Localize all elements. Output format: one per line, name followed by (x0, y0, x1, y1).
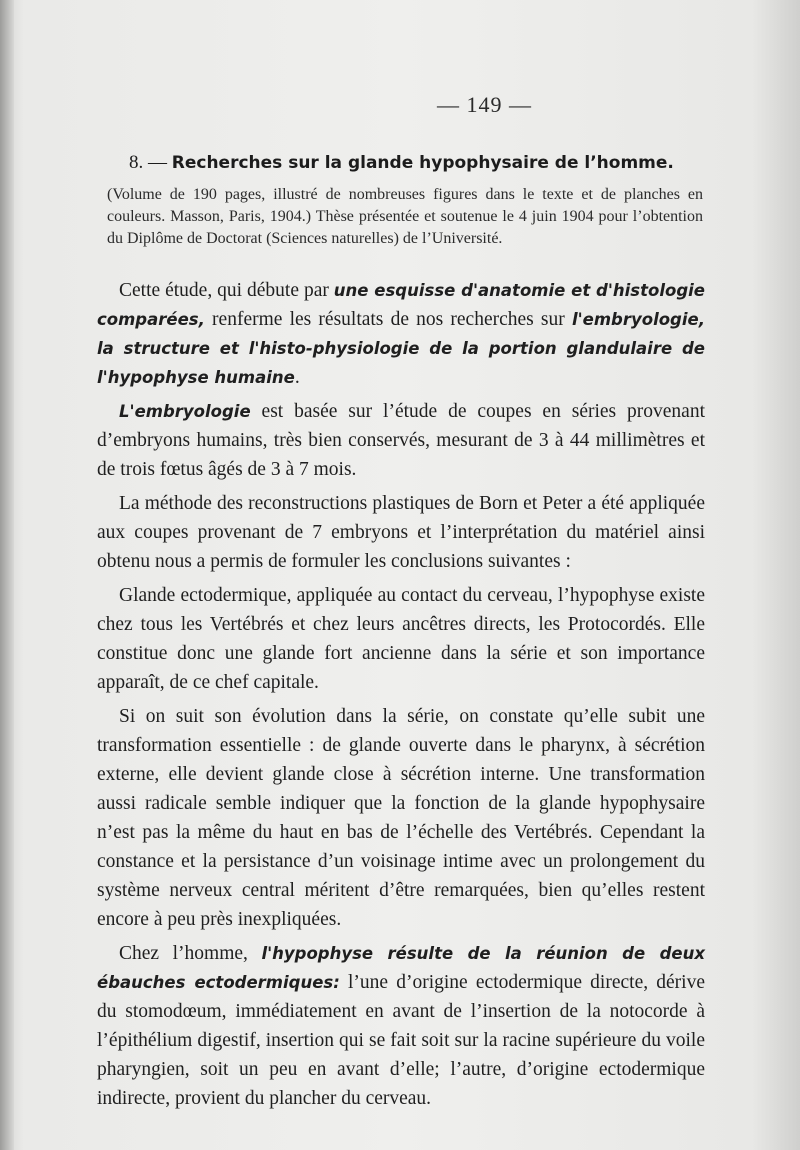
p1-emphasis-a: une esquisse d'anatomie et d'histologie comparées, (97, 281, 705, 329)
p1-emphasis-b: l'embryologie, la structure et l'histo-physiologie de la portion glandulaire de l'hypophyse humaine (97, 310, 705, 387)
p6-text-a: Chez l’homme, (119, 943, 262, 964)
p1-text-a: Cette étude, qui débute par (119, 280, 334, 301)
paragraph-3: La méthode des reconstructions plastiques de Born et Peter a été appliquée aux coupes provenant de 7 embryons et l’interprétation du matériel ainsi obtenu nous a permis de formuler les conclusions suivantes : (97, 493, 705, 572)
paragraph-6 (97, 939, 705, 1113)
binding-shadow (0, 0, 14, 1150)
body-text (97, 276, 705, 1113)
p2-emphasis: L'embryologie (119, 402, 251, 421)
paragraph-5: Si on suit son évolution dans la série, on constate qu’elle subit une transformation essentielle : de glande ouverte dans le pharynx, à sécrétion externe, elle devient glande close à sécrétion interne. Une transformation aussi radicale semble indiquer que la fonction de la glande hypophysaire n’est pas la même du haut en bas de l’échelle des Vertébrés. Cependant la constance et la persistance d’un voisinage intime avec un prolongement du système nerveux central méritent d’être remarquées, bien qu’elles restent encore à peu près inexpliquées. (97, 706, 705, 930)
section-title: Recherches sur la glande hypophysaire de l’homme. (171, 153, 674, 173)
paragraph-1 (97, 276, 705, 392)
p1-text-c: . (294, 367, 300, 388)
p2-text: est basée sur l’étude de coupes en séries provenant d’embryons humains, très bien conservés, mesurant de 3 à 44 millimètres et de trois fœtus âgés de 3 à 7 mois. (97, 401, 705, 480)
paragraph-2 (97, 397, 705, 484)
paragraph-4: Glande ectodermique, appliquée au contact du cerveau, l’hypophyse existe chez tous les Vertébrés et chez leurs ancêtres directs, les Protocordés. Elle constitue donc une glande fort ancienne dans la série et son importance apparaît, de ce chef capitale. (97, 585, 705, 693)
section-number: 8. — (129, 152, 167, 173)
p6-text-b: l’une d’origine ectodermique directe, dérive du stomodœum, immédiatement en avant de l’insertion de la notocorde à l’épithélium digestif, insertion qui se fait soit sur la racine supérieure du voile pharyngien, soit un peu en avant d’elle; l’autre, d’origine ectodermique indirecte, provient du plancher du cerveau. (97, 972, 705, 1109)
section-heading (129, 152, 729, 174)
publication-note: (Volume de 190 pages, illustré de nombreuses figures dans le texte et de planches en couleurs. Masson, Paris, 1904.) Thèse présentée et soutenue le 4 juin 1904 pour l’obtention du Diplôme de Doctorat (Sciences naturelles) de l’Université. (107, 186, 703, 247)
p6-emphasis: l'hypophyse résulte de la réunion de deux ébauches ectodermiques: (97, 944, 705, 992)
p1-text-b: renferme les résultats de nos recherches sur (204, 309, 572, 330)
page-number: — 149 — (437, 92, 532, 117)
